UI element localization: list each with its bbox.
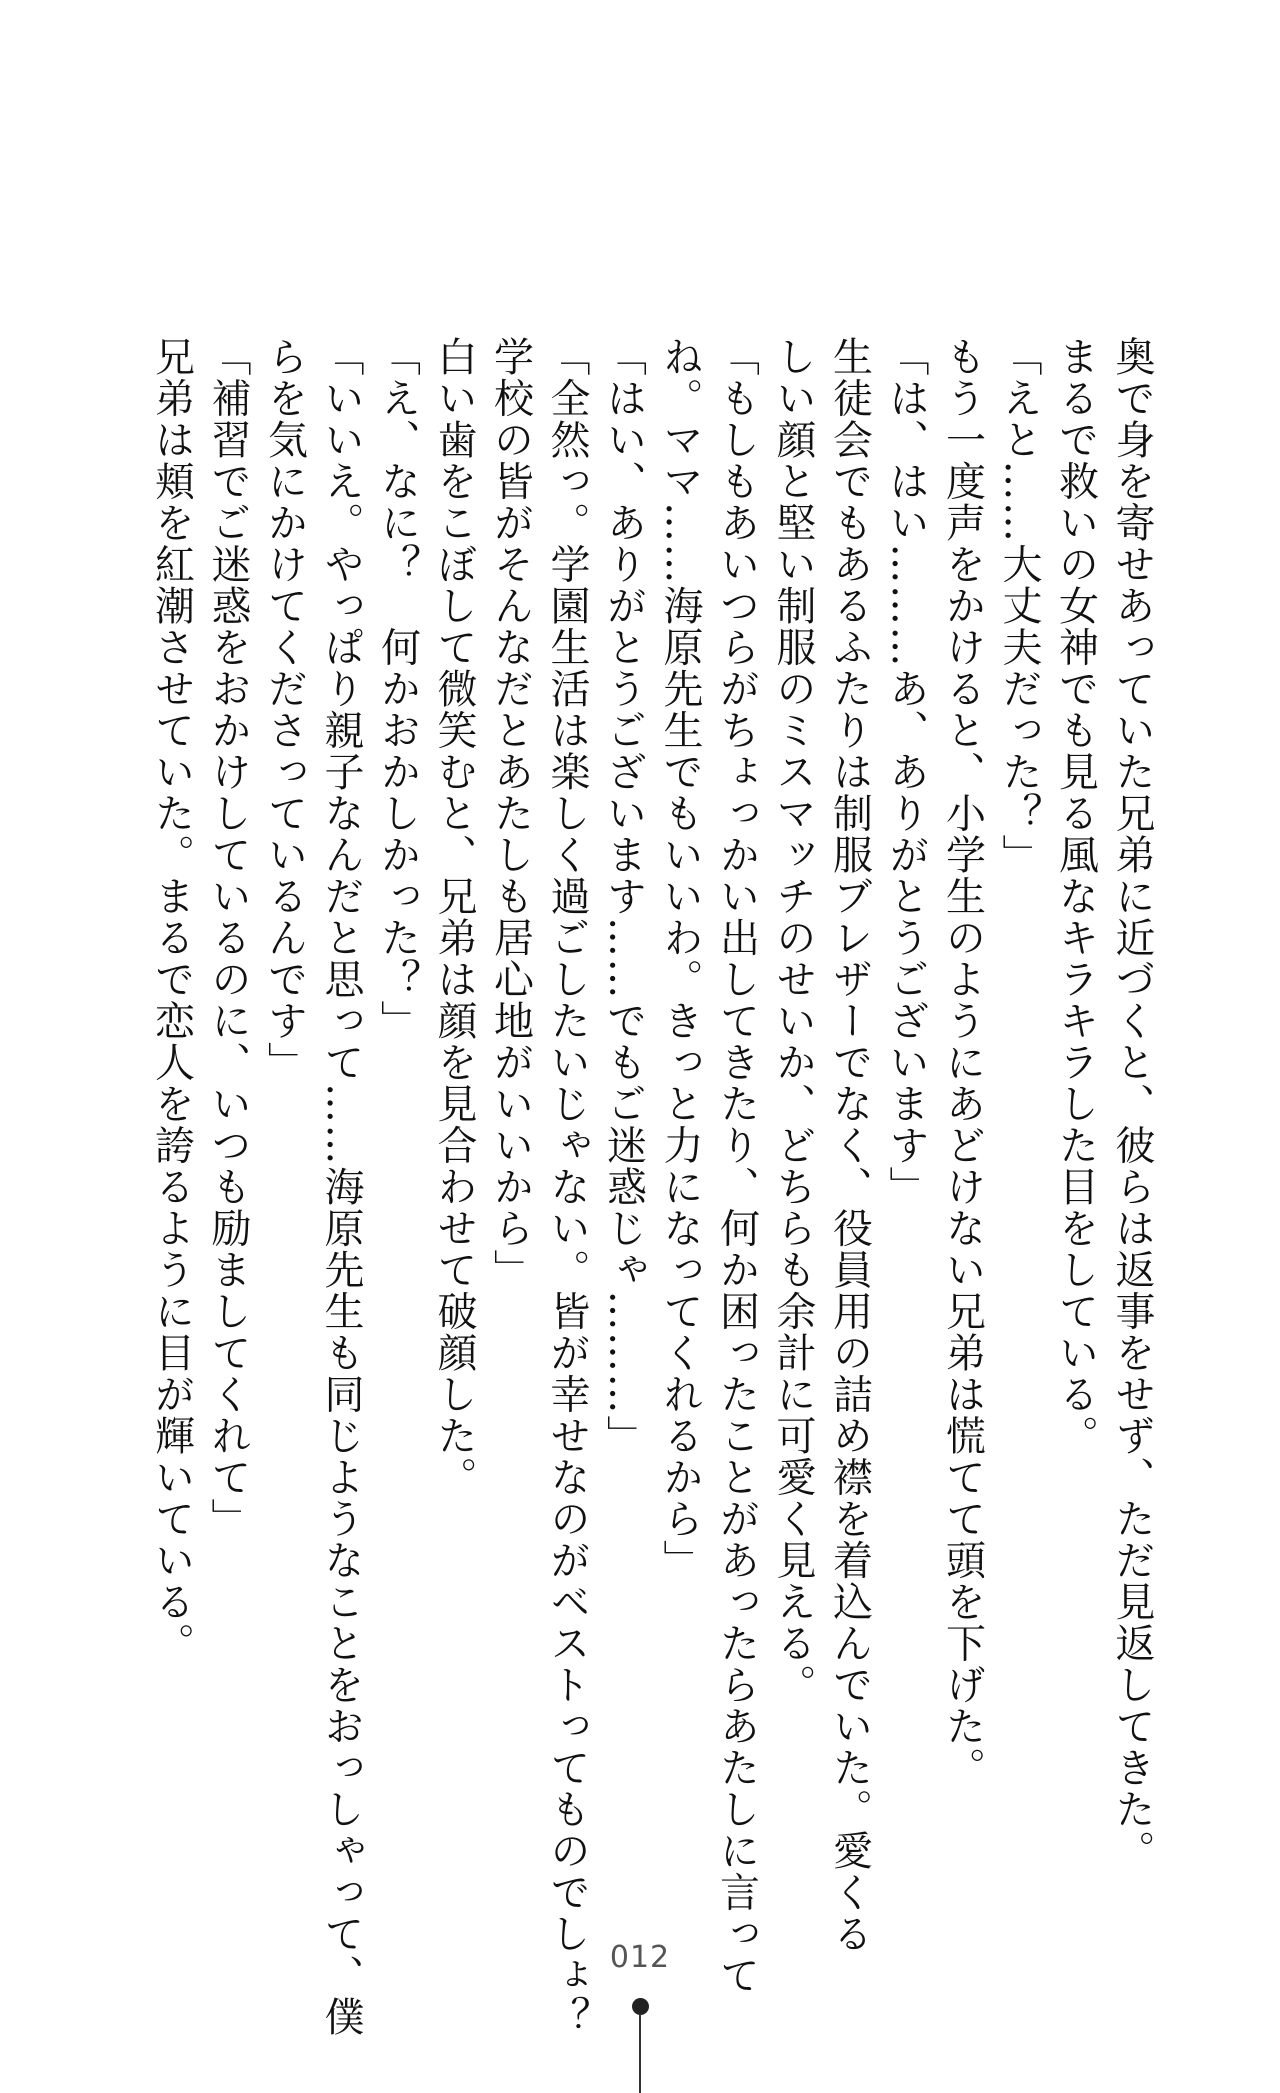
- text-line: 「え、なに？ 何かおかしかった？」: [374, 336, 421, 1042]
- page-number: 012: [609, 1940, 671, 1975]
- text-line: しい顔と堅い制服のミスマッチのせいか、どちらも余計に可愛く見える。: [770, 336, 816, 1706]
- text-line: 「えと……大丈夫だった？」: [996, 336, 1042, 876]
- text-line: 「全然っ。学園生活は楽しく過ごしたいじゃない。皆が幸せなのがベストってものでしょ？: [544, 336, 590, 2038]
- text-line: 「いいえ。やっぱり親子なんだと思って……海原先生も同じようなことをおっしゃって、僕: [318, 336, 364, 2038]
- text-line: 生徒会でもあるふたりは制服ブレザーでなく、役員用の詰め襟を着込んでいた。愛くる: [826, 336, 873, 1955]
- text-line: 「補習でご迷惑をおかけしているのに、いつも励ましてくれて」: [205, 336, 251, 1540]
- text-line: もう一度声をかけると、小学生のようにあどけない兄弟は慌てて頭を下げた。: [939, 336, 986, 1789]
- text-line: らを気にかけてくださっているんです」: [261, 336, 308, 1083]
- text-line: 「もしもあいつらがちょっかい出してきたり、何か困ったことがあったらあたしに言って: [713, 336, 760, 1996]
- text-line: 白い歯をこぼして微笑むと、兄弟は顔を見合わせて破顔した。: [431, 336, 477, 1498]
- text-line: 奥で身を寄せあっていた兄弟に近づくと、彼らは返事をせず、ただ見返してきた。: [1109, 336, 1155, 1872]
- text-line: 学校の皆がそんなだとあたしも居心地がいいから」: [487, 336, 534, 1291]
- text-line: まるで救いの女神でも見る風なキラキラした目をしている。: [1052, 336, 1099, 1457]
- text-line: 兄弟は頬を紅潮させていた。まるで恋人を誇るように目が輝いている。: [148, 336, 195, 1664]
- text-line: 「は、はい………あ、ありがとうございます」: [883, 336, 929, 1208]
- page-marker-dot: [632, 1998, 649, 2015]
- text-line: 「はい、ありがとうございます……でもご迷惑じゃ………」: [600, 336, 647, 1457]
- text-line: ね。ママ……海原先生でもいいわ。きっと力になってくれるから」: [657, 336, 703, 1581]
- page-marker-line: [639, 2014, 641, 2093]
